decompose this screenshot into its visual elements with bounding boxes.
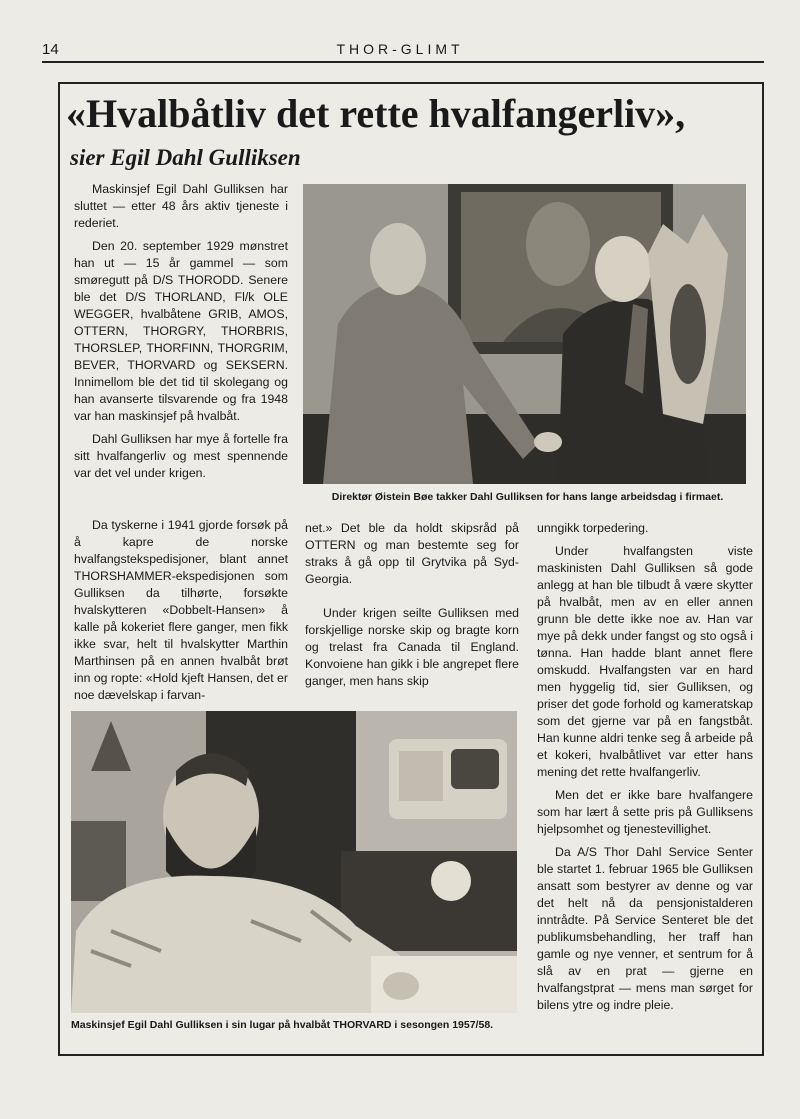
body-paragraph: Under krigen seilte Gulliksen med forskjellige norske skip og bragte korn og trelast fra Canada til England. Konvoiene han gikk i ble angrepet flere ganger, men hans skip	[305, 606, 519, 688]
intro-paragraph: Maskinsjef Egil Dahl Gulliksen har sluttet — etter 48 års aktiv tjeneste i rederiet.	[74, 182, 288, 230]
body-column-1	[74, 517, 288, 704]
caption-top: Direktør Øistein Bøe takker Dahl Gulliksen for hans lange arbeidsdag i firmaet.	[331, 491, 724, 503]
intro-column	[74, 181, 288, 482]
body-paragraph: net.» Det ble da holdt skipsråd på OTTERN og man bestemte seg for straks å gå opp til Grytvika på Syd-Georgia.	[305, 521, 519, 586]
header-rule	[42, 61, 764, 63]
body-paragraph: unngikk torpedering.	[537, 521, 649, 535]
body-paragraph: Da A/S Thor Dahl Service Senter ble startet 1. februar 1965 ble Gulliksen ansatt som bestyrer av denne og var det helt nå da pensjonistalderen inntrådte. På Service Senteret ble det publikumsbehandling, her traff han gamle og nye venner, et sentrum for å slå av en prat — gjerne en hvalfangstprat — mens man sørget for bilens ytre og indre pleie.	[537, 845, 753, 1012]
cabin-photo	[71, 711, 517, 1013]
intro-paragraph: Dahl Gulliksen har mye å fortelle fra sitt hvalfangerliv og mest spennende var det vel under krigen.	[74, 432, 288, 480]
handshake-photo	[303, 184, 746, 484]
body-column-2	[305, 520, 519, 690]
article-title: «Hvalbåtliv det rette hvalfangerliv»,	[66, 91, 686, 136]
body-paragraph: Da tyskerne i 1941 gjorde forsøk på å kapre de norske hvalfangstekspedisjoner, blant annet THORSHAMMER-ekspedisjonen som Gulliksen da tilhørte, forsøkte hvalskytteren «Dobbelt-Hansen» å kalle på kokeriet flere ganger, men fikk ikke svar, helt til hvalskytter Marthin Marthinsen på en annen hvalbåt brøt inn og ropte: «Hold kjeft Hansen, det er noe dævelskap i farvan-	[74, 518, 288, 702]
page-number: 14	[42, 41, 59, 58]
caption-bottom: Maskinsjef Egil Dahl Gulliksen i sin lugar på hvalbåt THORVARD i sesongen 1957/58.	[71, 1019, 494, 1031]
intro-paragraph: Den 20. september 1929 mønstret han ut — 15 år gammel — som smøregutt på D/S THORODD. Senere ble det D/S THORLAND, Fl/k OLE WEGGER, hvalbåtene GRIB, AMOS, OTTERN, THORGRY, THORBRIS, THORSLEP, THORFINN, THORGRIM, BEVER, THORVARD og SEKSERN. Innimellom ble det tid til skolegang og han avanserte tilsvarende og fra 1948 var han maskinsjef på hvalbåt.	[74, 239, 288, 423]
article-subtitle: sier Egil Dahl Gulliksen	[70, 145, 301, 170]
running-title: THOR-GLIMT	[336, 41, 464, 57]
body-paragraph: Men det er ikke bare hvalfangere som har lært å sette pris på Gulliksens hjelpsomhet og tjenestevillighet.	[537, 788, 753, 836]
body-column-3	[537, 520, 753, 1014]
body-paragraph: Under hvalfangsten viste maskinisten Dahl Gulliksen så gode anlegg at han ble tilbudt å være skytter på hvalbåt, men av en eller annen grunn ble dette ikke noe av. Han var mye på dekk under fangst og sto også i tønna. Han hadde blant annet flere omskudd. Hvalfangsten var en hard men hyggelig tid, sier Gulliksen, og priser det gode forhold og kameratskap som det gjerne var på en fangstbåt. Han kunne aldri tenke seg å arbeide på et kokeri, hvalbåtlivet var etter hans mening det rette hvalfangerliv.	[537, 544, 753, 779]
